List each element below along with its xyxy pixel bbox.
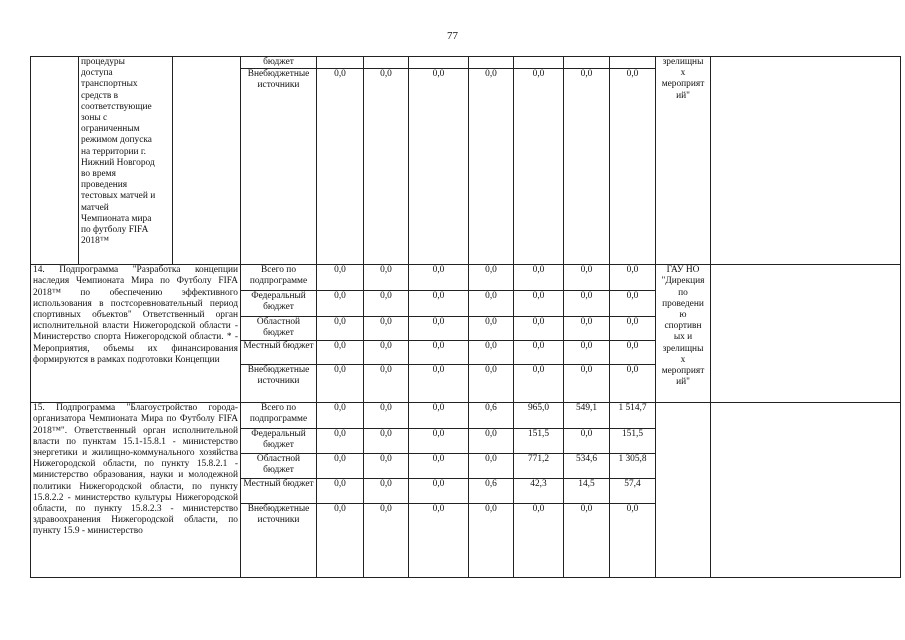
continuation-description: процедуры доступа транспортных средств в соответствующие зоны с ограниченным режимом допуска на территории г. Нижний Новгород во время проведения тестовых матчей и матчей Чемпионата мира по футболу FIFA 2018™ (79, 57, 173, 265)
source-label: Всего по подпрограмме (241, 403, 317, 429)
value-cell: 0,0 (564, 291, 610, 317)
value-cell: 0,6 (469, 403, 514, 429)
page-number: 77 (447, 30, 458, 42)
value-cell: 0,0 (364, 265, 409, 291)
value-cell: 0,0 (610, 504, 656, 578)
financing-table (30, 56, 901, 578)
value-cell: 0,0 (317, 479, 364, 504)
value-cell: 0,0 (610, 291, 656, 317)
value-cell: 0,0 (317, 291, 364, 317)
value-cell: 0,0 (610, 69, 656, 265)
table-row (31, 265, 901, 291)
value-cell: 0,0 (564, 341, 610, 365)
value-cell (610, 57, 656, 69)
value-cell: 0,0 (409, 454, 469, 479)
value-cell: 0,0 (364, 454, 409, 479)
table-row (31, 403, 901, 429)
continuation-left-cell (31, 57, 79, 265)
value-cell: 0,0 (409, 69, 469, 265)
notes-cell (711, 403, 901, 578)
value-cell: 0,0 (564, 429, 610, 454)
value-cell: 42,3 (514, 479, 564, 504)
value-cell: 0,0 (469, 291, 514, 317)
value-cell: 0,0 (610, 341, 656, 365)
value-cell: 0,0 (469, 504, 514, 578)
value-cell: 151,5 (610, 429, 656, 454)
value-cell: 0,0 (317, 365, 364, 403)
value-cell: 0,0 (409, 365, 469, 403)
value-cell: 0,6 (469, 479, 514, 504)
value-cell (317, 57, 364, 69)
value-cell: 0,0 (469, 365, 514, 403)
value-cell: 0,0 (364, 341, 409, 365)
value-cell: 0,0 (469, 341, 514, 365)
value-cell: 57,4 (610, 479, 656, 504)
value-cell: 0,0 (364, 69, 409, 265)
value-cell: 0,0 (409, 504, 469, 578)
value-cell (564, 57, 610, 69)
value-cell: 0,0 (564, 69, 610, 265)
value-cell: 0,0 (317, 403, 364, 429)
value-cell (469, 57, 514, 69)
source-label: Областной бюджет (241, 317, 317, 341)
notes-cell (711, 265, 901, 403)
value-cell: 1 305,8 (610, 454, 656, 479)
value-cell: 771,2 (514, 454, 564, 479)
value-cell: 0,0 (610, 317, 656, 341)
value-cell: 0,0 (409, 265, 469, 291)
table-row (31, 57, 901, 69)
value-cell: 0,0 (564, 265, 610, 291)
source-label: Всего по подпрограмме (241, 265, 317, 291)
source-label: Федеральный бюджет (241, 429, 317, 454)
continuation-blank-cell (173, 57, 241, 265)
source-label: Федеральный бюджет (241, 291, 317, 317)
source-label: бюджет (241, 57, 317, 69)
value-cell: 0,0 (364, 291, 409, 317)
value-cell: 0,0 (364, 317, 409, 341)
value-cell: 0,0 (317, 454, 364, 479)
value-cell: 0,0 (317, 429, 364, 454)
value-cell: 0,0 (364, 429, 409, 454)
value-cell: 0,0 (409, 341, 469, 365)
source-label: Местный бюджет (241, 341, 317, 365)
value-cell: 0,0 (317, 341, 364, 365)
value-cell: 14,5 (564, 479, 610, 504)
value-cell: 0,0 (469, 317, 514, 341)
value-cell: 0,0 (514, 265, 564, 291)
value-cell: 0,0 (564, 365, 610, 403)
value-cell: 0,0 (317, 317, 364, 341)
value-cell: 0,0 (469, 454, 514, 479)
source-label: Внебюджетные источники (241, 365, 317, 403)
value-cell (409, 57, 469, 69)
value-cell: 0,0 (364, 504, 409, 578)
value-cell: 0,0 (364, 403, 409, 429)
source-label: Местный бюджет (241, 479, 317, 504)
value-cell: 0,0 (317, 504, 364, 578)
value-cell: 0,0 (409, 429, 469, 454)
value-cell: 534,6 (564, 454, 610, 479)
value-cell: 0,0 (610, 265, 656, 291)
value-cell: 0,0 (514, 365, 564, 403)
value-cell: 0,0 (514, 69, 564, 265)
value-cell: 0,0 (409, 317, 469, 341)
notes-cell (711, 57, 901, 265)
source-label: Областной бюджет (241, 454, 317, 479)
value-cell: 0,0 (469, 69, 514, 265)
value-cell: 0,0 (409, 479, 469, 504)
value-cell: 0,0 (317, 69, 364, 265)
subprogram-15-description: 15. Подпрограмма "Благоустройство города-организатора Чемпионата Мира по Футболу FIFA 2018™". Ответственный орган исполнительной власти по пунктам 15.1-15.8.1 - министерство энергетики и жилищно-коммунального хозяйства Нижегородской области, по пункту 15.8.2.1 - министерство образования, науки и молодежной политики Нижегородской области, по пункту 15.8.2.2 - министерство культуры Нижегородской области, по пункту 15.8.2.3 - министерство здравоохранения Нижегородской области, по пункту 15.9 - министерство (31, 403, 241, 578)
value-cell: 0,0 (364, 479, 409, 504)
value-cell: 0,0 (564, 504, 610, 578)
source-label: Внебюджетные источники (241, 504, 317, 578)
source-label: Внебюджетные источники (241, 69, 317, 265)
value-cell: 1 514,7 (610, 403, 656, 429)
value-cell: 0,0 (514, 291, 564, 317)
value-cell: 0,0 (514, 317, 564, 341)
value-cell (364, 57, 409, 69)
value-cell: 549,1 (564, 403, 610, 429)
value-cell: 0,0 (409, 291, 469, 317)
value-cell: 151,5 (514, 429, 564, 454)
value-cell: 0,0 (564, 317, 610, 341)
value-cell: 0,0 (317, 265, 364, 291)
value-cell: 0,0 (409, 403, 469, 429)
value-cell: 965,0 (514, 403, 564, 429)
responsible-org (656, 403, 711, 578)
value-cell: 0,0 (610, 365, 656, 403)
responsible-org: зрелищны х мероприят ий" (656, 57, 711, 265)
subprogram-14-description: 14. Подпрограмма "Разработка концепции наследия Чемпионата Мира по Футболу FIFA 2018™ по обеспечению эффективного использования в постсоревновательный период спортивных объектов" Ответственный орган исполнительной власти Нижегородской области - Министерство спорта Нижегородской области. * - Мероприятия, объемы их финансирования формируются в рамках подготовки Концепции (31, 265, 241, 403)
value-cell: 0,0 (514, 504, 564, 578)
value-cell: 0,0 (514, 341, 564, 365)
responsible-org: ГАУ НО "Дирекция по проведени ю спортивн ых и зрелищны х мероприят ий" (656, 265, 711, 403)
value-cell (514, 57, 564, 69)
value-cell: 0,0 (469, 265, 514, 291)
value-cell: 0,0 (364, 365, 409, 403)
value-cell: 0,0 (469, 429, 514, 454)
